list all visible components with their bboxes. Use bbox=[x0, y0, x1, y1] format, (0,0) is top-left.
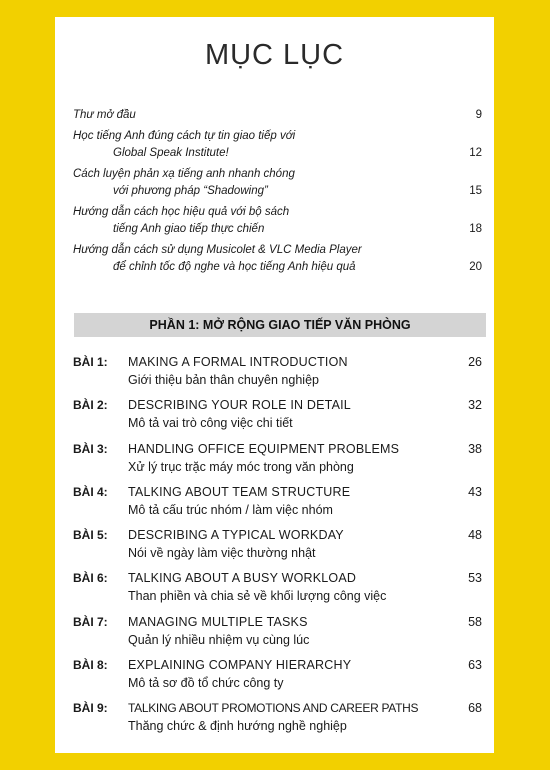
page-title: MỤC LỤC bbox=[204, 39, 345, 71]
entry-title: Học tiếng Anh đúng cách tự tin giao tiếp với bbox=[73, 130, 296, 142]
lesson-entry[interactable] bbox=[73, 701, 482, 744]
lesson-title-vi: Mô tả sơ đồ tổ chức công ty bbox=[128, 676, 284, 691]
toc-entry[interactable] bbox=[73, 166, 482, 200]
entry-title-cont: với phương pháp “Shadowing” bbox=[113, 185, 268, 197]
lesson-title-vi: Mô tả cấu trúc nhóm / làm việc nhóm bbox=[128, 502, 333, 517]
lesson-title-vi: Quản lý nhiều nhiệm vụ cùng lúc bbox=[128, 632, 310, 647]
lesson-title-en: MANAGING MULTIPLE TASKS bbox=[128, 614, 308, 629]
lesson-entry[interactable] bbox=[73, 615, 482, 658]
lesson-title-en: DESCRIBING A TYPICAL WORKDAY bbox=[128, 528, 344, 543]
toc-entry[interactable] bbox=[73, 128, 482, 162]
lesson-entry[interactable] bbox=[73, 442, 482, 485]
entry-page: 20 bbox=[469, 261, 482, 273]
entry-page: 18 bbox=[469, 223, 482, 235]
entry-title: Thư mở đầu bbox=[73, 109, 136, 121]
lesson-entry[interactable] bbox=[73, 398, 482, 441]
lesson-number: BÀI 3: bbox=[73, 441, 108, 456]
entry-page: 12 bbox=[469, 147, 482, 159]
lesson-page: 48 bbox=[468, 528, 482, 543]
toc-entry[interactable] bbox=[73, 242, 482, 276]
lesson-page: 63 bbox=[468, 658, 482, 673]
entry-title: Hướng dẫn cách sử dụng Musicolet & VLC Media Player bbox=[73, 244, 362, 256]
entry-title-cont: để chỉnh tốc độ nghe và học tiếng Anh hiệu quả bbox=[113, 261, 356, 273]
lesson-page: 32 bbox=[468, 398, 482, 413]
lesson-number: BÀI 4: bbox=[73, 484, 108, 499]
lesson-page: 68 bbox=[468, 701, 482, 716]
lesson-page: 26 bbox=[468, 355, 482, 369]
lesson-title-en: MAKING A FORMAL INTRODUCTION bbox=[128, 355, 348, 369]
lesson-title-en: TALKING ABOUT TEAM STRUCTURE bbox=[128, 484, 351, 499]
lesson-title-vi: Than phiền và chia sẻ về khối lượng công việc bbox=[128, 589, 387, 604]
lesson-number: BÀI 1: bbox=[73, 355, 108, 369]
lesson-title-en: EXPLAINING COMPANY HIERARCHY bbox=[128, 658, 352, 673]
lesson-title-vi: Giới thiệu bản thân chuyên nghiệp bbox=[128, 373, 319, 387]
lesson-title-vi: Xử lý trục trặc máy móc trong văn phòng bbox=[128, 459, 354, 474]
entry-page: 15 bbox=[469, 185, 482, 197]
lesson-number: BÀI 5: bbox=[73, 528, 108, 543]
lesson-number: BÀI 8: bbox=[73, 658, 108, 673]
lesson-page: 38 bbox=[468, 441, 482, 456]
lesson-title-vi: Nói về ngày làm việc thường nhật bbox=[128, 546, 316, 561]
lesson-page: 43 bbox=[468, 484, 482, 499]
section-heading: PHẦN 1: MỞ RỘNG GIAO TIẾP VĂN PHÒNG bbox=[74, 313, 486, 337]
entry-page: 9 bbox=[475, 109, 482, 121]
lesson-title-vi: Thăng chức & định hướng nghề nghiệp bbox=[128, 719, 347, 734]
intro-list bbox=[73, 107, 482, 276]
lesson-title-vi: Mô tả vai trò công việc chi tiết bbox=[128, 416, 293, 431]
lesson-entry[interactable] bbox=[73, 658, 482, 701]
lesson-title-en: TALKING ABOUT PROMOTIONS AND CAREER PATHS bbox=[128, 701, 419, 716]
lesson-page: 58 bbox=[468, 614, 482, 629]
lesson-title-en: DESCRIBING YOUR ROLE IN DETAIL bbox=[128, 398, 351, 413]
lesson-number: BÀI 6: bbox=[73, 571, 108, 586]
lesson-number: BÀI 2: bbox=[73, 398, 108, 413]
entry-title: Cách luyện phản xạ tiếng anh nhanh chóng bbox=[73, 168, 295, 180]
entry-title-cont: tiếng Anh giao tiếp thực chiến bbox=[113, 223, 265, 235]
lesson-number: BÀI 7: bbox=[73, 614, 108, 629]
lesson-list bbox=[73, 355, 482, 745]
lesson-entry[interactable] bbox=[73, 528, 482, 571]
lesson-entry[interactable] bbox=[73, 485, 482, 528]
toc-entry[interactable] bbox=[73, 204, 482, 238]
entry-title: Hướng dẫn cách học hiệu quả với bộ sách bbox=[73, 206, 290, 218]
lesson-title-en: HANDLING OFFICE EQUIPMENT PROBLEMS bbox=[128, 441, 400, 456]
lesson-entry[interactable] bbox=[73, 571, 482, 614]
lesson-entry[interactable] bbox=[73, 355, 482, 398]
lesson-page: 53 bbox=[468, 571, 482, 586]
entry-title-cont: Global Speak Institute! bbox=[113, 147, 229, 159]
lesson-title-en: TALKING ABOUT A BUSY WORKLOAD bbox=[128, 571, 357, 586]
toc-entry[interactable] bbox=[73, 107, 482, 124]
lesson-number: BÀI 9: bbox=[73, 701, 108, 716]
toc-page bbox=[55, 17, 494, 753]
